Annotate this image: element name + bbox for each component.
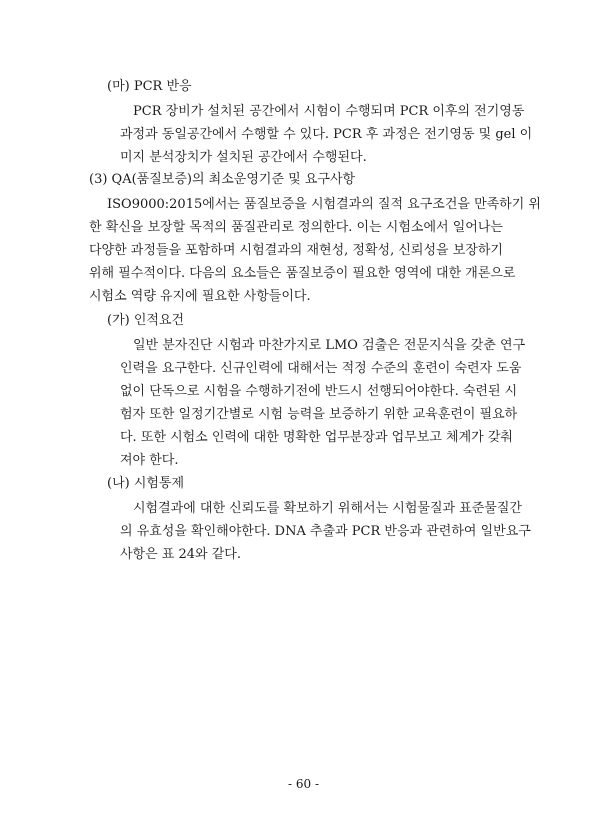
page-number: - 60 - <box>287 777 319 791</box>
paragraph-line: 일반 분자진단 시험과 마찬가지로 LMO 검출은 전문지식을 갖춘 연구 <box>133 338 526 353</box>
paragraph-line: 져야 한다. <box>120 453 179 468</box>
section-heading-qa: (3) QA(품질보증)의 최소운영기준 및 요구사항 <box>89 172 356 187</box>
paragraph-line: 시험소 역량 유지에 필요한 사항들이다. <box>89 289 311 304</box>
section-heading-na: (나) 시험통제 <box>107 476 185 491</box>
section-heading-ga: (가) 인적요건 <box>107 313 185 328</box>
section-heading-ma: (마) PCR 반응 <box>107 79 192 94</box>
paragraph-line: 의 유효성을 확인해야한다. DNA 추출과 PCR 반응과 관련하여 일반요구 <box>120 524 531 539</box>
paragraph-line: 사항은 표 24와 같다. <box>120 547 241 562</box>
paragraph-line: 험자 또한 일정기간별로 시험 능력을 보증하기 위한 교육훈련이 필요하 <box>120 407 518 422</box>
paragraph-line: 다. 또한 시험소 인력에 대한 명확한 업무분장과 업무보고 체계가 갖춰 <box>120 430 513 445</box>
paragraph-line: 다양한 과정들을 포함하며 시험결과의 재현성, 정확성, 신뢰성을 보장하기 <box>89 243 503 258</box>
paragraph-line: 미지 분석장치가 설치된 공간에서 수행된다. <box>120 150 367 165</box>
paragraph-line: ISO9000:2015에서는 품질보증을 시험결과의 질적 요구조건을 만족하기 위 <box>107 197 541 212</box>
paragraph-line: 위해 필수적이다. 다음의 요소들은 품질보증이 필요한 영역에 대한 개론으로 <box>89 266 516 281</box>
paragraph-line: 과정과 동일공간에서 수행할 수 있다. PCR 후 과정은 전기영동 및 gel 이 <box>120 127 533 142</box>
paragraph-line: 인력을 요구한다. 신규인력에 대해서는 적정 수준의 훈련이 숙련자 도움 <box>120 361 522 376</box>
paragraph-line: 한 확신을 보장할 목적의 품질관리로 정의한다. 이는 시험소에서 일어나는 <box>89 220 503 235</box>
paragraph-line: 없이 단독으로 시험을 수행하기전에 반드시 선행되어야한다. 숙련된 시 <box>120 384 518 399</box>
paragraph-line: 시험결과에 대한 신뢰도를 확보하기 위해서는 시험물질과 표준물질간 <box>133 501 522 516</box>
paragraph-line: PCR 장비가 설치된 공간에서 시험이 수행되며 PCR 이후의 전기영동 <box>133 104 525 119</box>
